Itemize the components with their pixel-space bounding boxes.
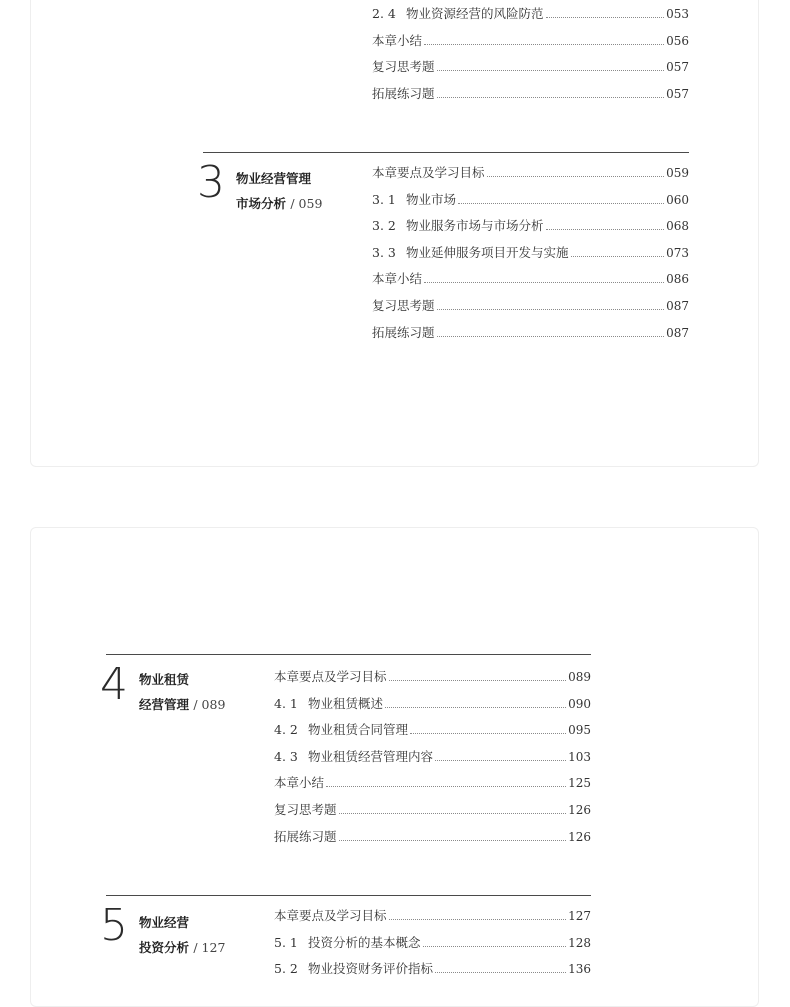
- section-title: 本章小结: [372, 271, 423, 286]
- chapter-subtitle[interactable]: [139, 695, 225, 713]
- dot-leader: [437, 97, 665, 98]
- toc-entry[interactable]: [274, 667, 591, 687]
- page-number: 089: [568, 670, 591, 684]
- chapter-divider: [203, 152, 689, 153]
- section-number: 4. 3: [274, 749, 298, 764]
- chapter-title[interactable]: 物业经营管理: [236, 171, 312, 186]
- chapter-number: 3: [197, 157, 225, 208]
- page-number: 126: [568, 830, 591, 844]
- dot-leader: [546, 17, 665, 18]
- chapter-number: 4: [100, 659, 128, 710]
- dot-leader: [487, 176, 665, 177]
- toc-entry[interactable]: [372, 31, 689, 51]
- section-title: 复习思考题: [274, 802, 337, 817]
- dot-leader: [437, 309, 665, 310]
- section-title: 拓展练习题: [274, 829, 337, 844]
- section-number: 4. 2: [274, 722, 298, 737]
- page-number: 059: [666, 166, 689, 180]
- toc-entry[interactable]: [372, 84, 689, 104]
- section-number: 3. 1: [372, 192, 396, 207]
- section-title: 物业资源经营的风险防范: [406, 6, 544, 21]
- dot-leader: [339, 813, 567, 814]
- page-number: 087: [666, 326, 689, 340]
- dot-leader: [458, 203, 664, 204]
- page-number: 086: [666, 272, 689, 286]
- chapter-divider: [106, 895, 591, 896]
- section-title: 本章要点及学习目标: [274, 908, 387, 923]
- dot-leader: [385, 707, 566, 708]
- toc-entry[interactable]: [274, 906, 591, 926]
- toc-entry[interactable]: [274, 747, 591, 767]
- dot-leader: [437, 336, 665, 337]
- toc-entry[interactable]: [372, 4, 689, 24]
- chapter-title-line2: 经营管理: [139, 697, 190, 712]
- toc-entry[interactable]: [372, 163, 689, 183]
- section-number: 5. 2: [274, 961, 298, 976]
- page-number: 056: [666, 34, 689, 48]
- section-title: 本章小结: [372, 33, 423, 48]
- section-title: 本章小结: [274, 775, 325, 790]
- dot-leader: [389, 680, 567, 681]
- section-title: 物业市场: [406, 192, 457, 207]
- section-title: 复习思考题: [372, 59, 435, 74]
- section-number: 2. 4: [372, 6, 396, 21]
- chapter-title[interactable]: 物业租赁: [139, 672, 190, 687]
- page-number: 060: [666, 193, 689, 207]
- section-title: 物业租赁经营管理内容: [308, 749, 434, 764]
- dot-leader: [423, 946, 567, 947]
- page-number: 127: [568, 909, 591, 923]
- chapter-number: 5: [100, 900, 128, 951]
- toc-entry[interactable]: [274, 827, 591, 847]
- chapter-title[interactable]: 物业经营: [139, 915, 190, 930]
- toc-entry[interactable]: [372, 243, 689, 263]
- dot-leader: [435, 972, 566, 973]
- chapter-start-page: / 059: [290, 196, 323, 211]
- dot-leader: [326, 786, 566, 787]
- dot-leader: [410, 733, 566, 734]
- dot-leader: [424, 282, 664, 283]
- chapter-subtitle[interactable]: [236, 194, 322, 212]
- section-title: 本章要点及学习目标: [274, 669, 387, 684]
- page-number: 128: [568, 936, 591, 950]
- dot-leader: [435, 760, 566, 761]
- toc-entry[interactable]: [372, 216, 689, 236]
- chapter-start-page: / 089: [193, 697, 226, 712]
- toc-entry[interactable]: [372, 57, 689, 77]
- dot-leader: [389, 919, 567, 920]
- section-title: 物业租赁概述: [308, 696, 384, 711]
- dot-leader: [339, 840, 567, 841]
- page-number: 087: [666, 299, 689, 313]
- toc-entry[interactable]: [274, 959, 591, 979]
- toc-entry[interactable]: [372, 269, 689, 289]
- dot-leader: [546, 229, 665, 230]
- chapter-subtitle[interactable]: [139, 938, 225, 956]
- toc-entry[interactable]: [274, 933, 591, 953]
- section-title: 物业延伸服务项目开发与实施: [406, 245, 569, 260]
- section-title: 物业投资财务评价指标: [308, 961, 434, 976]
- page-number: 090: [568, 697, 591, 711]
- page-number: 053: [666, 7, 689, 21]
- dot-leader: [571, 256, 665, 257]
- page-number: 057: [666, 60, 689, 74]
- page-number: 057: [666, 87, 689, 101]
- section-title: 拓展练习题: [372, 86, 435, 101]
- section-title: 投资分析的基本概念: [308, 935, 421, 950]
- toc-entry[interactable]: [274, 800, 591, 820]
- section-number: 5. 1: [274, 935, 298, 950]
- section-title: 拓展练习题: [372, 325, 435, 340]
- page-number: 136: [568, 962, 591, 976]
- page-number: 125: [568, 776, 591, 790]
- toc-entry[interactable]: [274, 720, 591, 740]
- toc-entry[interactable]: [372, 190, 689, 210]
- chapter-title-line2: 投资分析: [139, 940, 190, 955]
- section-number: 3. 3: [372, 245, 396, 260]
- chapter-title-line2: 市场分析: [236, 196, 287, 211]
- chapter-divider: [106, 654, 591, 655]
- page-number: 073: [666, 246, 689, 260]
- dot-leader: [424, 44, 664, 45]
- dot-leader: [437, 70, 665, 71]
- page-number: 126: [568, 803, 591, 817]
- section-title: 物业服务市场与市场分析: [406, 218, 544, 233]
- section-number: 3. 2: [372, 218, 396, 233]
- toc-entry[interactable]: [372, 323, 689, 343]
- page-number: 103: [568, 750, 591, 764]
- page-number: 095: [568, 723, 591, 737]
- section-title: 物业租赁合同管理: [308, 722, 409, 737]
- page-number: 068: [666, 219, 689, 233]
- section-title: 复习思考题: [372, 298, 435, 313]
- toc-entry[interactable]: [274, 773, 591, 793]
- section-title: 本章要点及学习目标: [372, 165, 485, 180]
- chapter-start-page: / 127: [193, 940, 226, 955]
- toc-entry[interactable]: [372, 296, 689, 316]
- section-number: 4. 1: [274, 696, 298, 711]
- toc-entry[interactable]: [274, 694, 591, 714]
